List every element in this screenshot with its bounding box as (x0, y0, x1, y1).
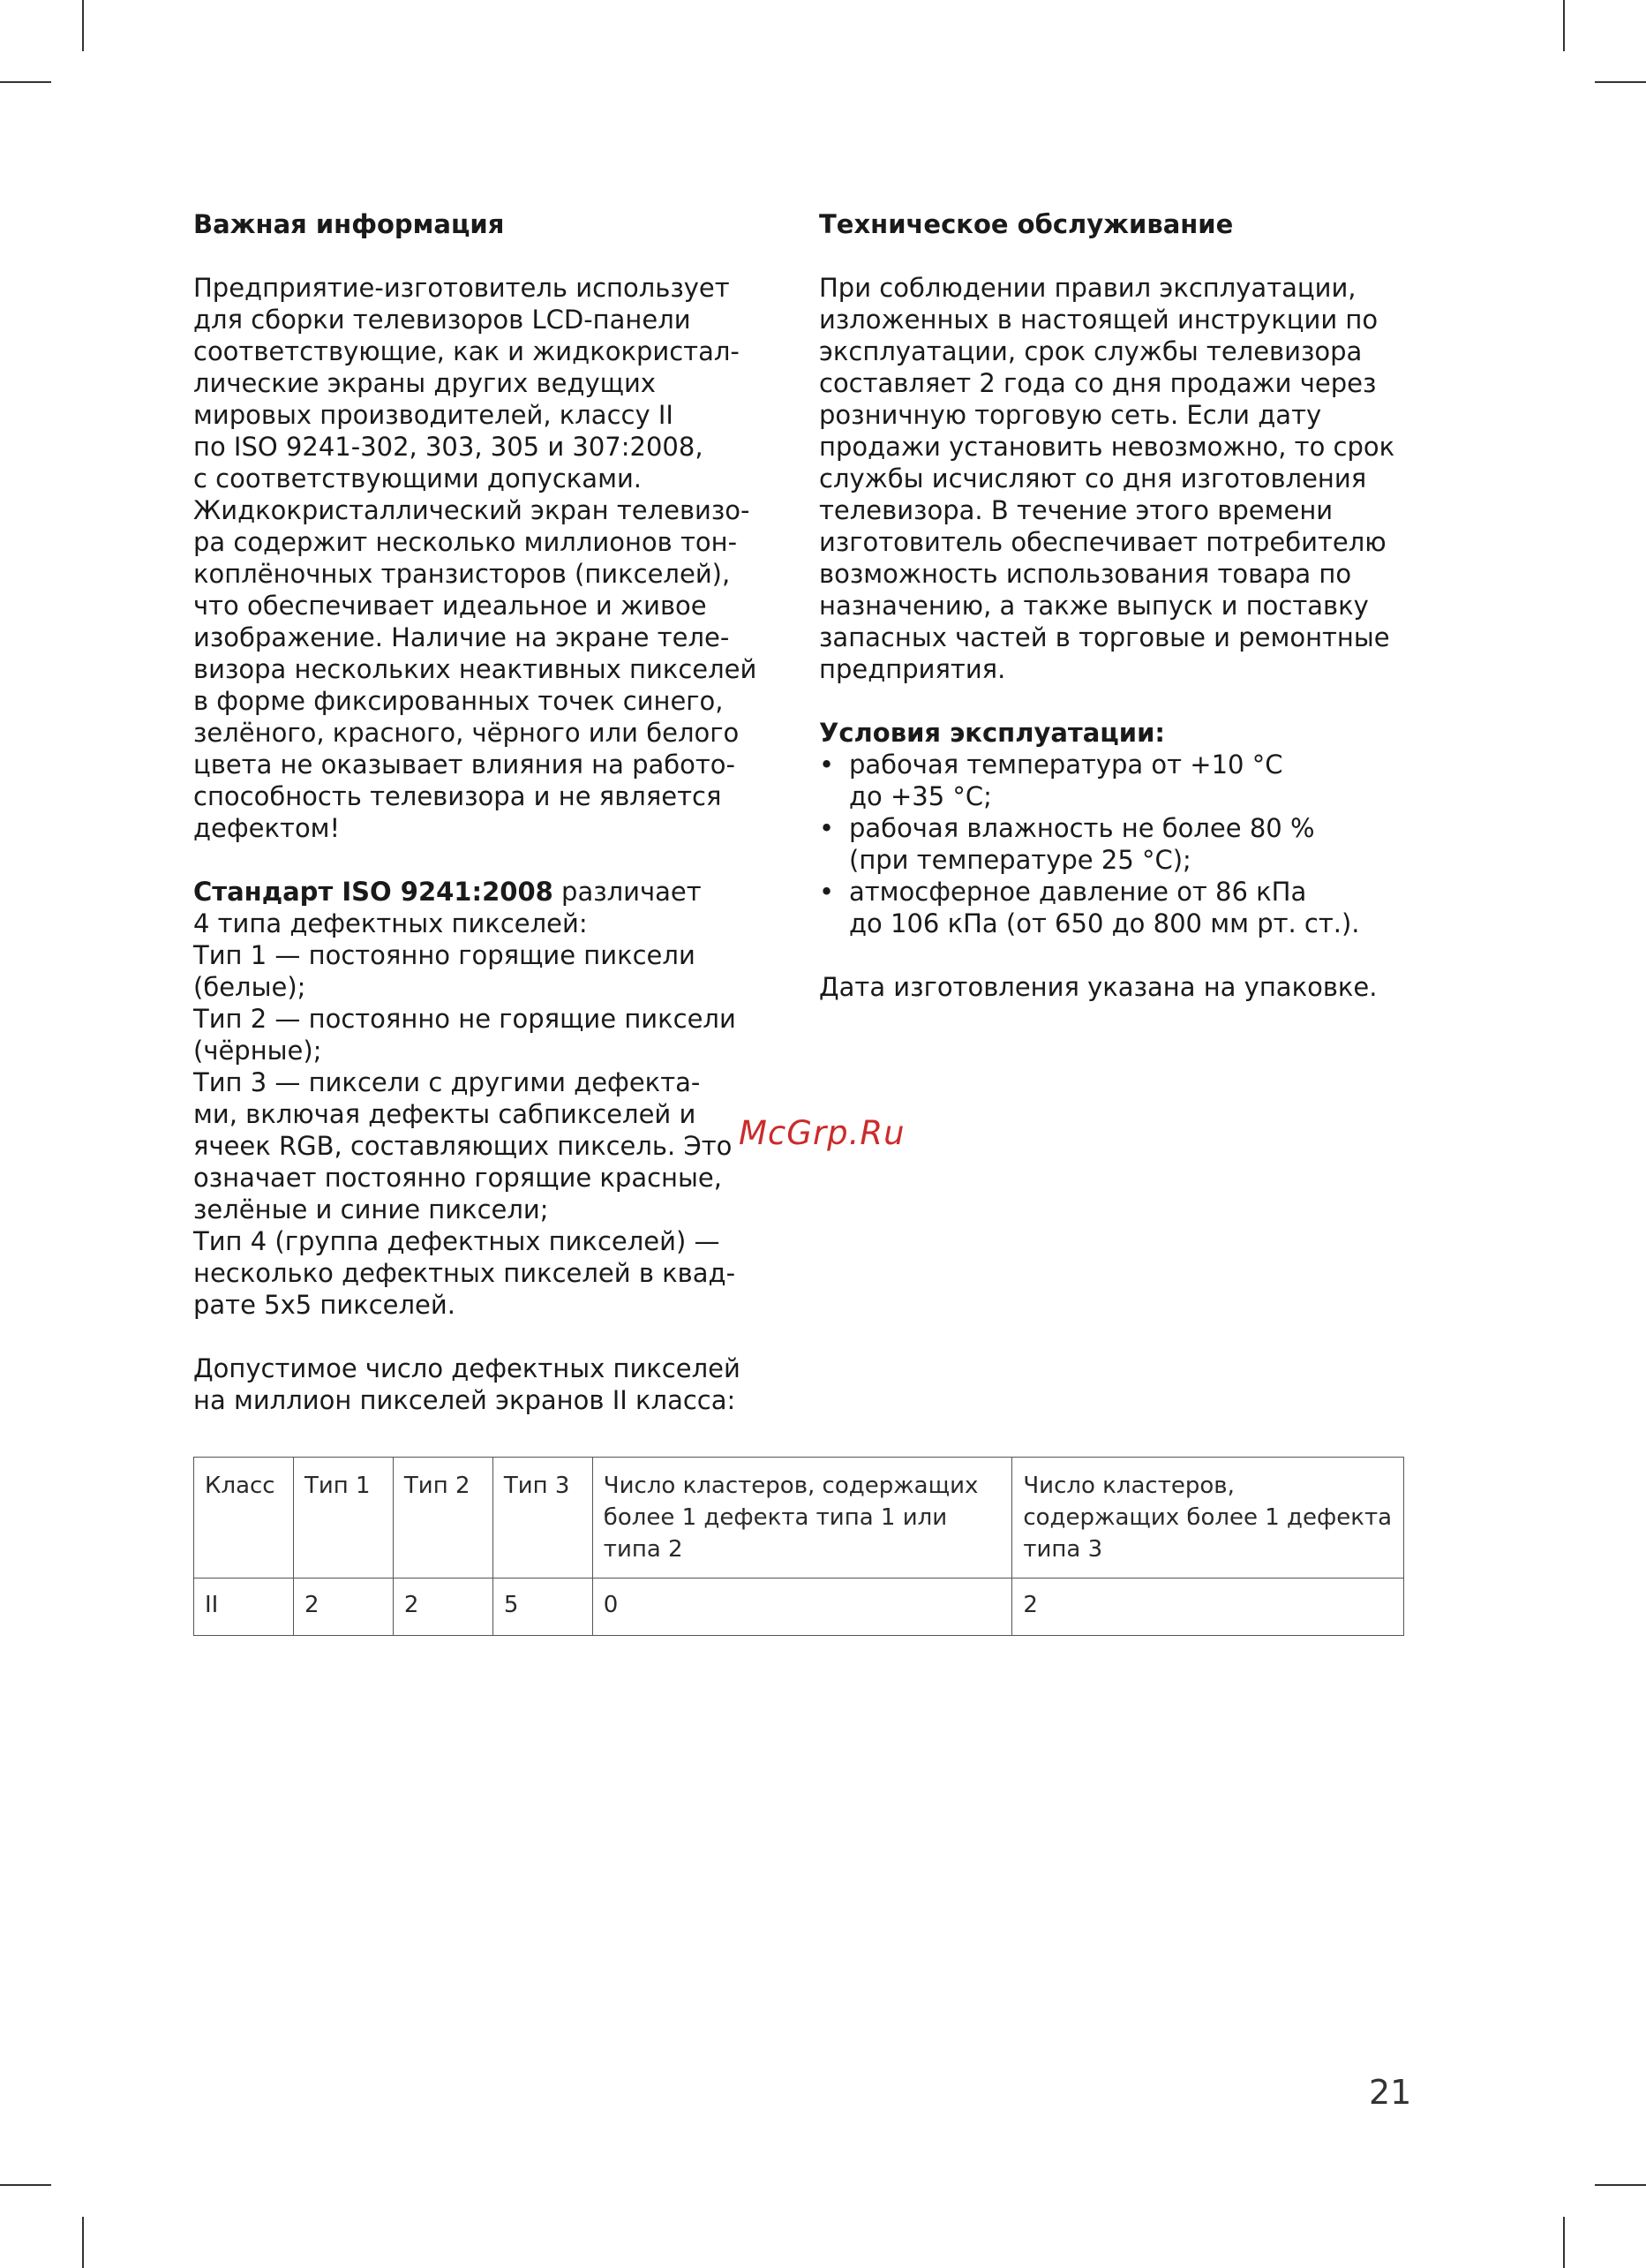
text-line: 4 типа дефектных пикселей: (193, 908, 588, 938)
table-header-cell: Тип 2 (393, 1458, 492, 1579)
list-item (819, 876, 1419, 939)
table-header-cell: Класс (194, 1458, 294, 1579)
text-line: визора нескольких неактивных пикселей (193, 654, 757, 684)
standard-paragraph (193, 876, 793, 1321)
text-line: изображение. Наличие на экране теле- (193, 622, 730, 652)
text-line: Допустимое число дефектных пикселей (193, 1353, 740, 1383)
crop-mark (0, 2184, 51, 2186)
right-column (819, 208, 1419, 1003)
text-line: розничную торговую сеть. Если дату (819, 400, 1322, 430)
text-line: дефектом! (193, 813, 341, 843)
text-line: Предприятие-изготовитель использует (193, 273, 730, 303)
crop-mark (1563, 2217, 1565, 2268)
text-line: зелёного, красного, чёрного или белого (193, 718, 740, 748)
defects-table (193, 1457, 1404, 1636)
text-line: способность телевизора и не является (193, 781, 722, 811)
text-line: продажи установить невозможно, то срок (819, 432, 1395, 462)
important-info-heading: Важная информация (193, 209, 505, 239)
text-line: Тип 4 (группа дефектных пикселей) — (193, 1226, 720, 1256)
table-cell: 2 (293, 1579, 393, 1636)
table-cell: 2 (393, 1579, 492, 1636)
text-line: в форме фиксированных точек синего, (193, 686, 724, 716)
crop-mark (1595, 2184, 1646, 2186)
text-line: для сборки телевизоров LCD-панели (193, 305, 691, 335)
manufacture-date-note: Дата изготовления указана на упаковке. (819, 972, 1378, 1002)
text-line: ми, включая дефекты сабпикселей и (193, 1099, 696, 1129)
text-line: запасных частей в торговые и ремонтные (819, 622, 1390, 652)
list-item (819, 812, 1419, 876)
text-line: по ISO 9241-302, 303, 305 и 307:2008, (193, 432, 703, 462)
text-line: ра содержит несколько миллионов тон- (193, 527, 738, 557)
page-number: 21 (1369, 2073, 1412, 2112)
intro-paragraph (193, 272, 793, 844)
table-header-row (194, 1458, 1404, 1579)
text-line: Тип 3 — пиксели с другими дефекта- (193, 1067, 701, 1097)
left-column (193, 208, 793, 1416)
text-line: При соблюдении правил эксплуатации, (819, 273, 1357, 303)
standard-rest: различает (552, 877, 702, 907)
text-line: несколько дефектных пикселей в квад- (193, 1258, 736, 1288)
crop-mark (82, 2217, 84, 2268)
text-line: ячеек RGB, составляющих пиксель. Это (193, 1131, 733, 1161)
table-cell: II (194, 1579, 294, 1636)
text-line: (чёрные); (193, 1036, 322, 1066)
text-line: что обеспечивает идеальное и живое (193, 591, 707, 621)
crop-mark (0, 81, 51, 83)
service-paragraph (819, 272, 1419, 685)
conditions-heading: Условия эксплуатации: (819, 718, 1166, 748)
text-line: Жидкокристаллический экран телевизо- (193, 495, 750, 525)
text-line: с соответствующими допусками. (193, 463, 643, 494)
text-line: коплёночных транзисторов (пикселей), (193, 559, 731, 589)
conditions-list (819, 749, 1419, 939)
text-line: службы исчисляют со дня изготовления (819, 463, 1367, 494)
text-line: предприятия. (819, 654, 1006, 684)
text-line: • атмосферное давление от 86 кПа (849, 877, 1307, 907)
table-cell: 5 (492, 1579, 592, 1636)
table-row (194, 1579, 1404, 1636)
text-line: лические экраны других ведущих (193, 368, 656, 398)
text-line: (при температуре 25 °С); (849, 845, 1191, 875)
table-cell: 2 (1012, 1579, 1404, 1636)
text-line: (белые); (193, 972, 306, 1002)
text-line: зелёные и синие пиксели; (193, 1194, 549, 1224)
text-line: • рабочая влажность не более 80 % (849, 813, 1315, 843)
text-line: означает постоянно горящие красные, (193, 1163, 722, 1193)
text-line: составляет 2 года со дня продажи через (819, 368, 1377, 398)
allowed-defects-paragraph (193, 1353, 793, 1416)
text-line: цвета не оказывает влияния на работо- (193, 750, 735, 780)
table-header-cell: Тип 3 (492, 1458, 592, 1579)
text-line: Тип 2 — постоянно не горящие пиксели (193, 1004, 736, 1034)
text-line: изложенных в настоящей инструкции по (819, 305, 1379, 335)
crop-mark (1563, 0, 1565, 51)
text-line: на миллион пикселей экранов II класса: (193, 1385, 736, 1415)
table-cell: 0 (592, 1579, 1012, 1636)
standard-first-line (193, 876, 793, 908)
standard-name: Стандарт ISO 9241:2008 (193, 877, 553, 907)
crop-mark (1595, 81, 1646, 83)
text-line: соответствующие, как и жидкокристал- (193, 336, 740, 366)
text-line: до 106 кПа (от 650 до 800 мм рт. ст.). (849, 908, 1360, 938)
text-line: • рабочая температура от +10 °С (849, 750, 1283, 780)
table-header-cell: Число кластеров, содержащих более 1 дефекта типа 3 (1012, 1458, 1404, 1579)
text-line: эксплуатации, срок службы телевизора (819, 336, 1363, 366)
text-line: возможность использования товара по (819, 559, 1352, 589)
text-line: мировых производителей, классу II (193, 400, 673, 430)
maintenance-heading: Техническое обслуживание (819, 209, 1234, 239)
text-line: Тип 1 — постоянно горящие пиксели (193, 940, 695, 970)
text-line: до +35 °С; (849, 781, 992, 811)
text-line: рате 5x5 пикселей. (193, 1290, 455, 1320)
text-line: назначению, а также выпуск и поставку (819, 591, 1369, 621)
text-line: изготовитель обеспечивает потребителю (819, 527, 1387, 557)
crop-mark (82, 0, 84, 51)
text-line: телевизора. В течение этого времени (819, 495, 1334, 525)
watermark: McGrp.Ru (739, 1114, 906, 1152)
table-header-cell: Тип 1 (293, 1458, 393, 1579)
list-item (819, 749, 1419, 812)
table-header-cell: Число кластеров, содержащих более 1 дефекта типа 1 или типа 2 (592, 1458, 1012, 1579)
